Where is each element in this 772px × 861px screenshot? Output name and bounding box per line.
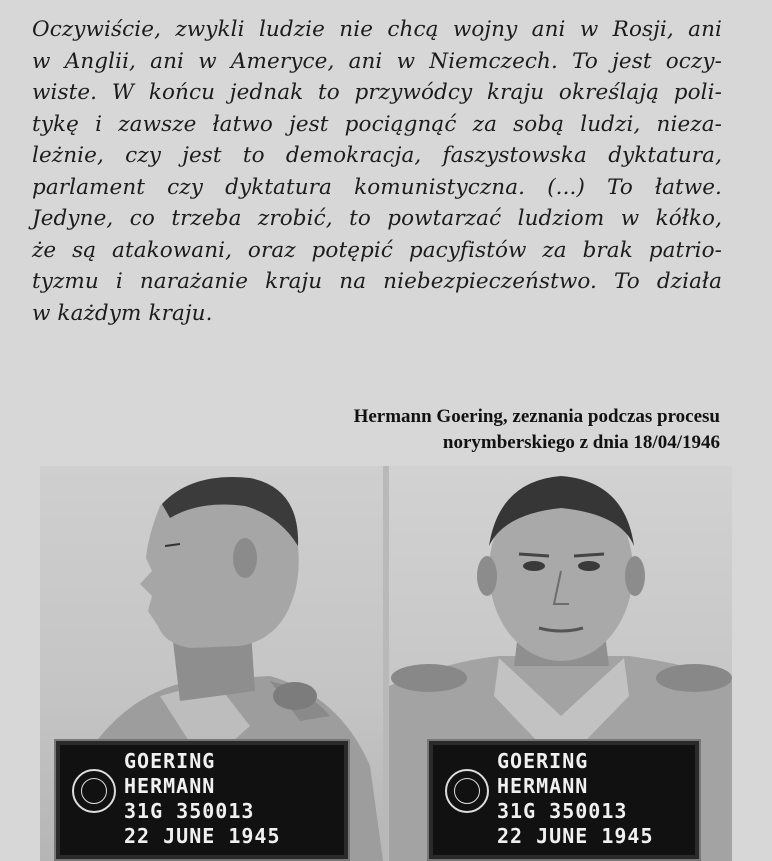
plate-number: 31G 350013 bbox=[124, 799, 255, 823]
quote-line: tyzmu i narażanie kraju na niebezpieczeństwo. To działa bbox=[32, 269, 722, 294]
plate-number: 31G 350013 bbox=[497, 799, 628, 823]
quote-line: tykę i zawsze łatwo jest pociągnąć za sobą ludzi, nieza- bbox=[32, 111, 722, 137]
quote-line: w Anglii, ani w Ameryce, ani w Niemczech. To jest oczy- bbox=[32, 48, 722, 74]
attribution-line: Hermann Goering, zeznania podczas procesu bbox=[353, 406, 720, 427]
name-plate bbox=[56, 741, 348, 859]
plate-date: 22 JUNE 1945 bbox=[124, 824, 281, 848]
mugshot-profile-photo bbox=[40, 466, 383, 861]
quote-line: że są atakowani, oraz potępić pacyfistów za brak patrio- bbox=[32, 237, 722, 263]
name-plate bbox=[429, 741, 699, 859]
mugshot-photos bbox=[40, 466, 732, 861]
plate-given-name: HERMANN bbox=[497, 774, 589, 798]
signal-corps-seal-icon bbox=[72, 769, 116, 813]
plate-surname: GOERING bbox=[124, 749, 216, 773]
quote-text bbox=[32, 14, 722, 329]
mugshot-frontal-photo bbox=[389, 466, 732, 861]
quote-line: Jedyne, co trzeba zrobić, to powtarzać ludziom w kółko, bbox=[32, 206, 722, 231]
plate-given-name: HERMANN bbox=[124, 774, 216, 798]
attribution-line: norymberskiego z dnia 18/04/1946 bbox=[442, 432, 720, 453]
signal-corps-seal-icon bbox=[445, 769, 489, 813]
plate-date: 22 JUNE 1945 bbox=[497, 824, 654, 848]
plate-surname: GOERING bbox=[497, 749, 589, 773]
quote-line: leżnie, czy jest to demokracja, faszystowska dyktatura, bbox=[32, 143, 722, 168]
quote-line: parlament czy dyktatura komunistyczna. (...) To łatwe. bbox=[32, 174, 722, 200]
quote-attribution bbox=[354, 404, 720, 456]
quote-line: Oczywiście, zwykli ludzie nie chcą wojny ani w Rosji, ani bbox=[32, 17, 722, 42]
quote-line: wiste. W końcu jednak to przywódcy kraju określają poli- bbox=[32, 80, 722, 105]
quote-line: w każdym kraju. bbox=[32, 300, 213, 326]
